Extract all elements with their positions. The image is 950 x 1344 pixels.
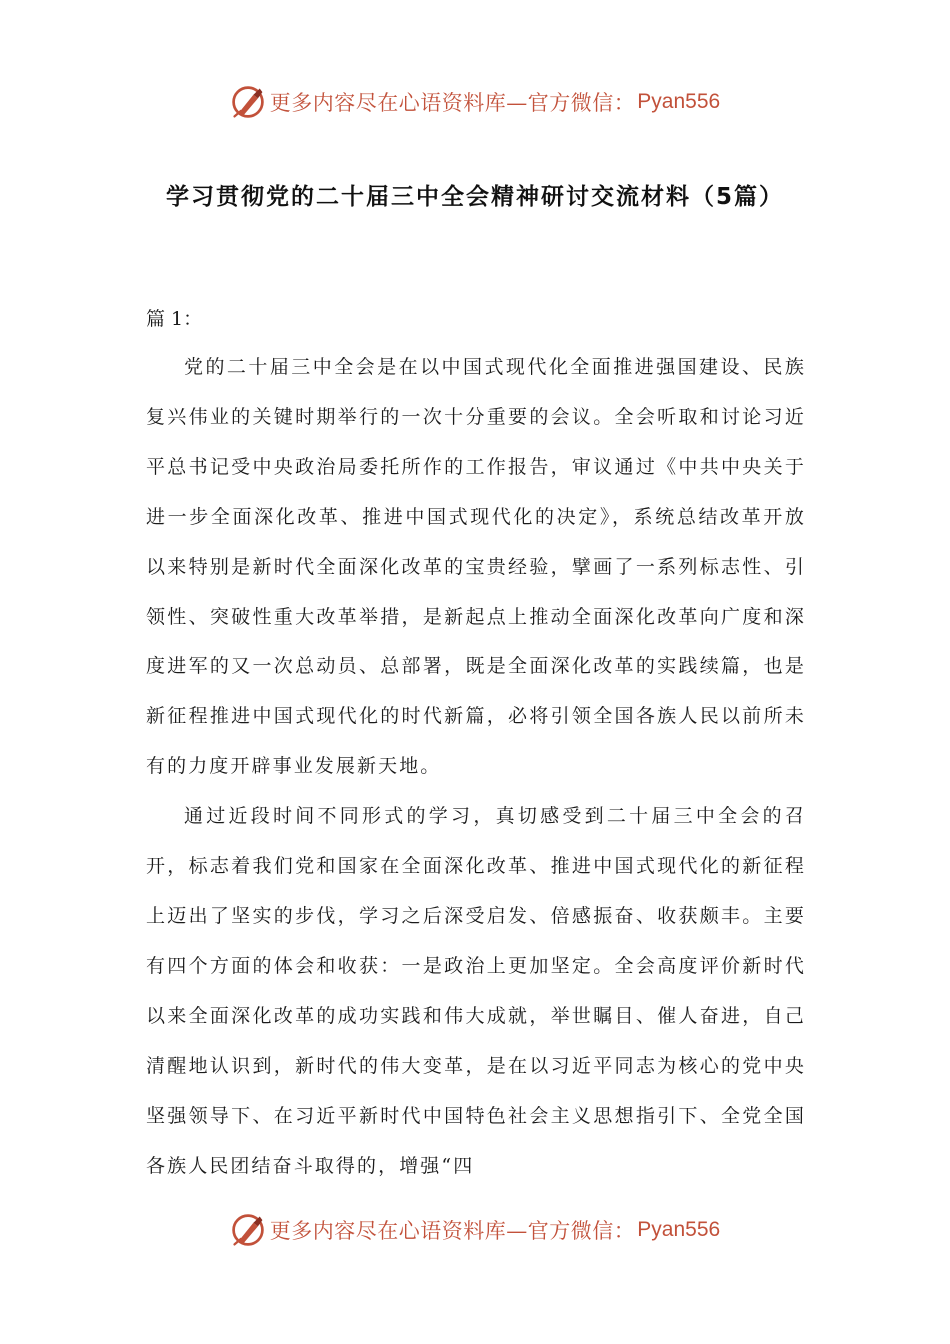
footer-banner-text: 更多内容尽在心语资料库—官方微信：	[269, 1219, 636, 1243]
section-label: 篇 1：	[146, 308, 203, 330]
paragraph: 通过近段时间不同形式的学习，真切感受到二十届三中全会的召开，标志着我们党和国家在全面深化改革、推进中国式现代化的新征程上迈出了坚实的步伐，学习之后深受启发、倍感振奋、收获颇丰。主要有四个方面的体会和收获：一是政治上更加坚定。全会高度评价新时代以来全面深化改革的成功实践和伟大成就，举世瞩目、催人奋进，自己清醒地认识到，新时代的伟大变革，是在以习近平同志为核心的党中央坚强领导下、在习近平新时代中国特色社会主义思想指引下、全党全国各族人民团结奋斗取得的，增强“四	[146, 805, 806, 1177]
footer-watermark-banner	[0, 1208, 950, 1252]
header-banner-text: 更多内容尽在心语资料库—官方微信：	[269, 91, 636, 115]
header-wechat-id: Pyan556	[637, 90, 721, 113]
document-title: 学习贯彻党的二十届三中全会精神研讨交流材料（5篇）	[165, 184, 784, 210]
pen-logo-icon	[230, 84, 266, 120]
pen-logo-icon	[230, 1212, 266, 1248]
footer-wechat-id: Pyan556	[637, 1218, 721, 1241]
paragraph: 党的二十届三中全会是在以中国式现代化全面推进强国建设、民族复兴伟业的关键时期举行的一次十分重要的会议。全会听取和讨论习近平总书记受中央政治局委托所作的工作报告，审议通过《中共中央关于进一步全面深化改革、推进中国式现代化的决定》，系统总结改革开放以来特别是新时代全面深化改革的宝贵经验，擘画了一系列标志性、引领性、突破性重大改革举措，是新起点上推动全面深化改革向广度和深度进军的又一次总动员、总部署，既是全面深化改革的实践续篇，也是新征程推进中国式现代化的时代新篇，必将引领全国各族人民以前所未有的力度开辟事业发展新天地。	[146, 356, 806, 778]
header-watermark-banner	[0, 80, 950, 124]
document-body	[146, 343, 806, 1191]
